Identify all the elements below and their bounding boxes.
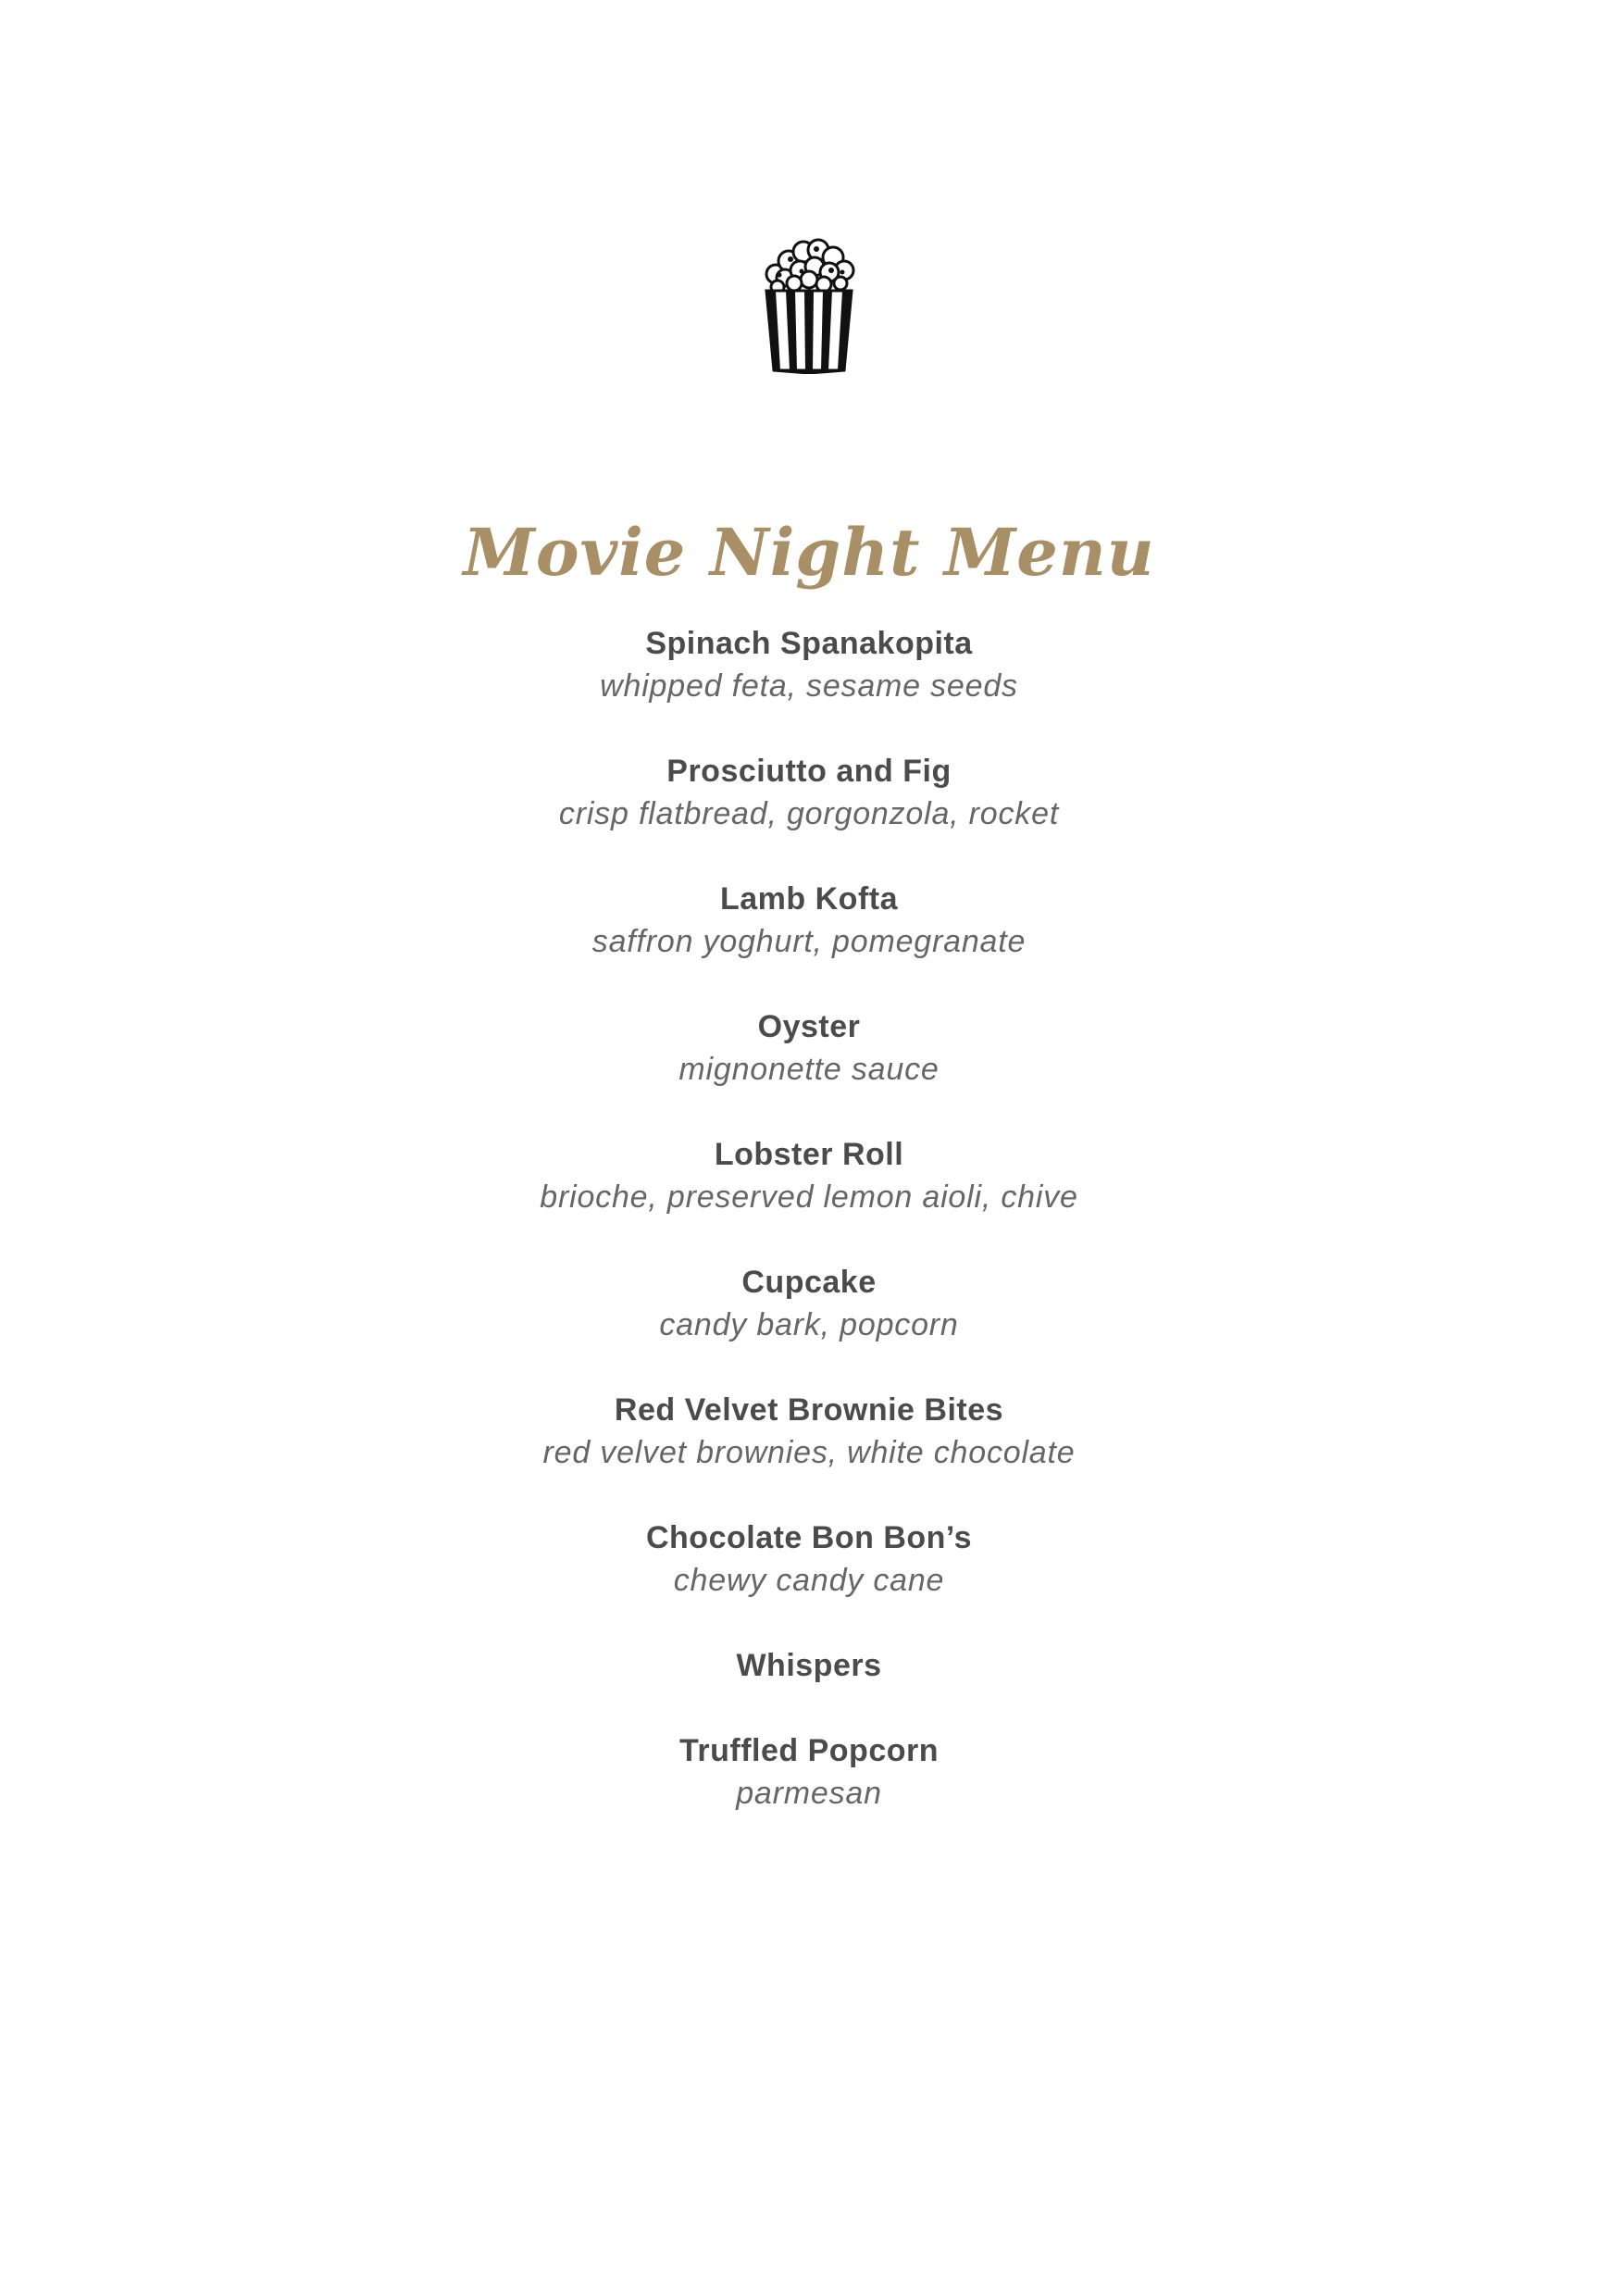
menu-item <box>0 750 1618 835</box>
menu-item-description: mignonette sauce <box>678 1052 940 1087</box>
menu-item <box>0 878 1618 963</box>
menu-item-description: candy bark, popcorn <box>659 1307 959 1342</box>
menu-item <box>0 1133 1618 1218</box>
menu-item <box>0 1729 1618 1815</box>
menu-item <box>0 1516 1618 1602</box>
menu-item-name: Spinach Spanakopita <box>645 626 973 661</box>
menu-item-description: parmesan <box>736 1776 882 1811</box>
menu-item-name: Truffled Popcorn <box>679 1733 939 1768</box>
menu-item-name: Oyster <box>757 1009 861 1044</box>
menu-item-name: Cupcake <box>741 1265 877 1300</box>
menu-item-name: Prosciutto and Fig <box>666 754 952 789</box>
menu-item-name: Whispers <box>736 1648 882 1683</box>
menu-item <box>0 622 1618 707</box>
menu-item <box>0 1005 1618 1091</box>
menu-list <box>0 622 1618 1857</box>
menu-item <box>0 1644 1618 1687</box>
menu-item-description: chewy candy cane <box>673 1563 945 1598</box>
menu-item-name: Red Velvet Brownie Bites <box>614 1392 1004 1428</box>
menu-item-description: saffron yoghurt, pomegranate <box>591 924 1027 959</box>
menu-item <box>0 1261 1618 1346</box>
popcorn-icon <box>763 233 855 374</box>
menu-title: Movie Night Menu <box>463 513 1155 591</box>
menu-item-description: brioche, preserved lemon aioli, chive <box>540 1179 1078 1215</box>
menu-item-description: whipped feta, sesame seeds <box>600 668 1018 704</box>
menu-item-name: Lobster Roll <box>714 1137 904 1172</box>
menu-item <box>0 1389 1618 1474</box>
menu-item-description: red velvet brownies, white chocolate <box>542 1435 1076 1470</box>
menu-item-name: Chocolate Bon Bon’s <box>645 1520 973 1555</box>
menu-item-name: Lamb Kofta <box>720 881 898 917</box>
menu-item-description: crisp flatbread, gorgonzola, rocket <box>558 796 1060 831</box>
